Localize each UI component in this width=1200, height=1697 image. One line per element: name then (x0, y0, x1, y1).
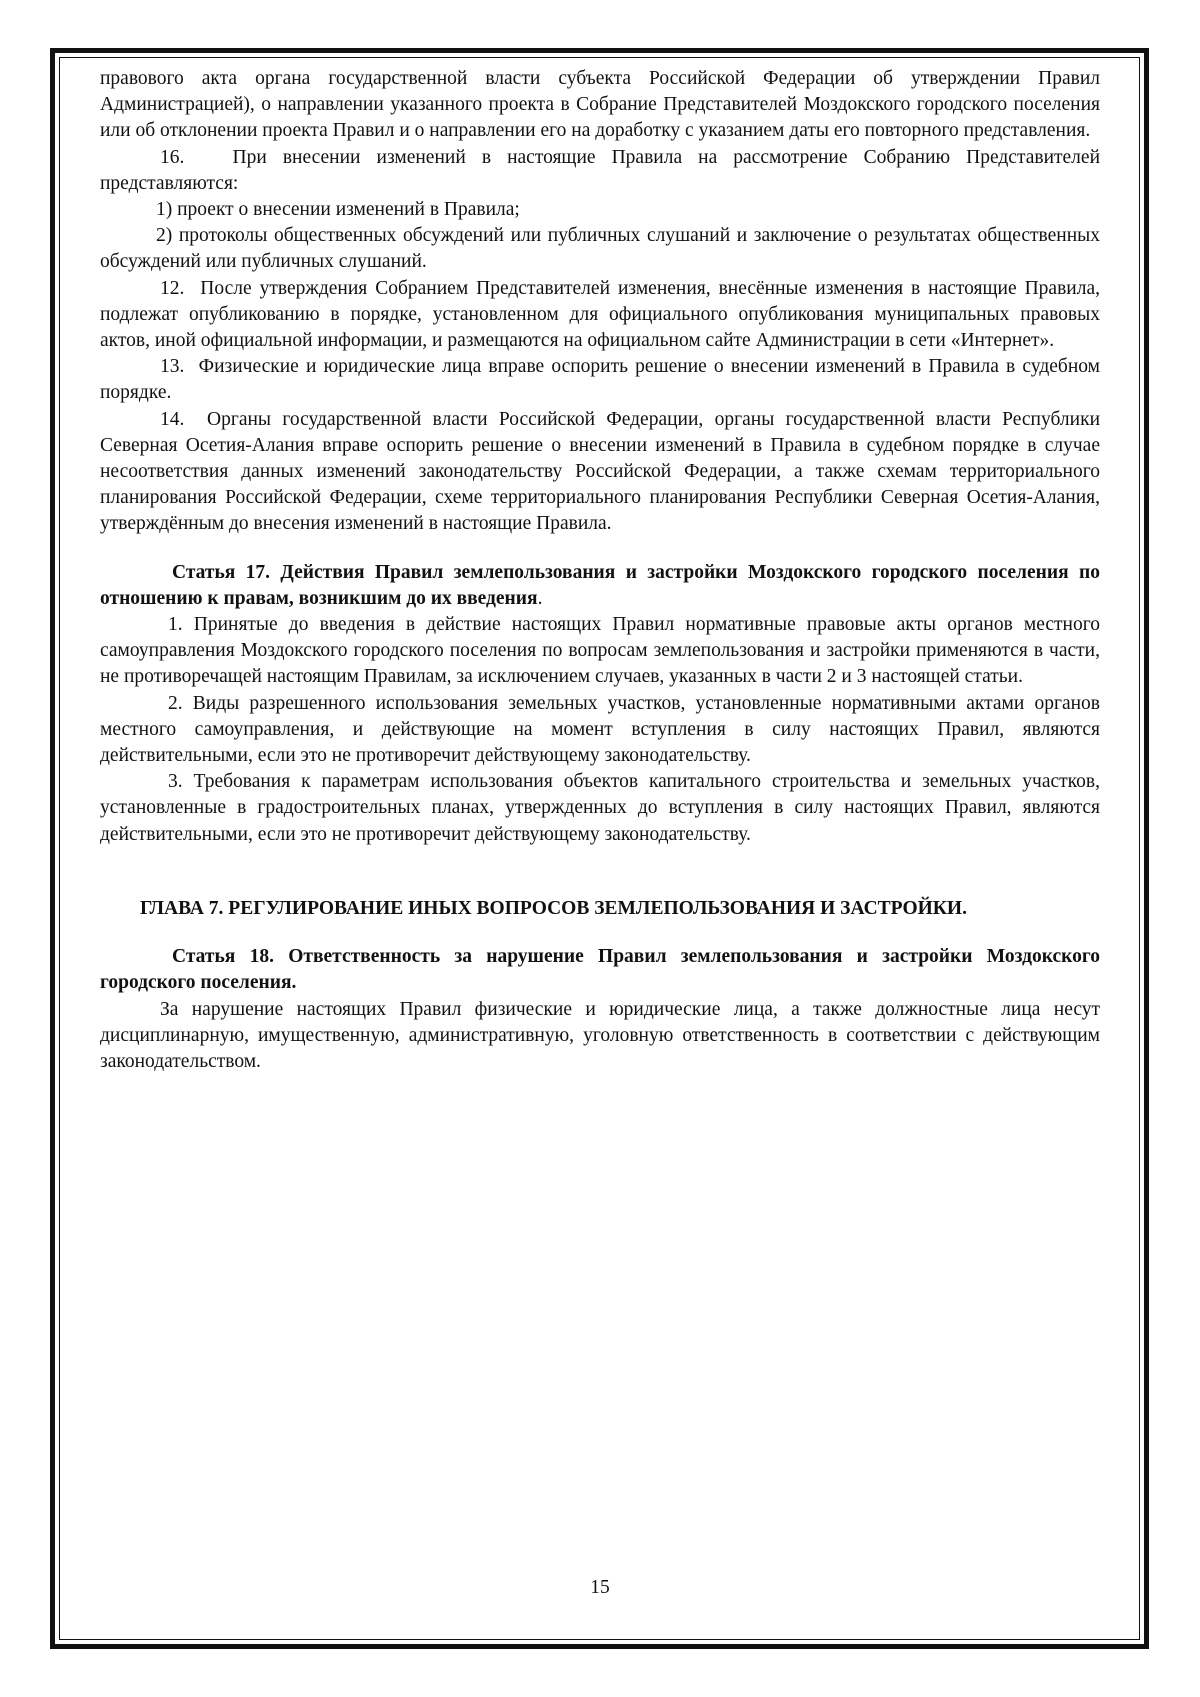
article-18-title: Статья 18. Ответственность за нарушение Правил землепользования и застройки Моздокского городского поселения. (100, 946, 1100, 994)
list-item-2: 2) протоколы общественных обсуждений или публичных слушаний и заключение о результатах общественных обсуждений или публичных слушаний. (100, 225, 1100, 273)
chapter-7-title: ГЛАВА 7. РЕГУЛИРОВАНИЕ ИНЫХ ВОПРОСОВ ЗЕМЛЕПОЛЬЗОВАНИЯ И ЗАСТРОЙКИ. (140, 897, 967, 919)
article-17-title-text: Статья 17. Действия Правил землепользования и застройки Моздокского городского поселения по отношению к правам, возникшим до их введения (100, 561, 1100, 609)
paragraph-item-14: 14. Органы государственной власти Российской Федерации, органы государственной власти Республики Северная Осетия-Алания вправе оспорить решение о внесении изменений в Правила в судебном порядке в случае несоответствия данных изменений законодательству Российской Федерации, а также схемам территориального планирования Российской Федерации, схеме территориального планирования Республики Северная Осетия-Алания, утверждённым до внесения изменений в настоящие Правила. (100, 408, 1100, 535)
list-item-1: 1) проект о внесении изменений в Правила; (156, 199, 520, 221)
article-18-text: За нарушение настоящих Правил физические и юридические лица, а также должностные лица несут дисциплинарную, имущественную, административную, уголовную ответственность в соответствии с действующим законодательством. (100, 998, 1100, 1072)
paragraph-item-13: 13. Физические и юридические лица вправе оспорить решение о внесении изменений в Правила в судебном порядке. (100, 356, 1100, 404)
article-17-item-3: 3. Требования к параметрам использования объектов капитального строительства и земельных участков, установленные в градостроительных планах, утвержденных до вступления в силу настоящих Правил, являются действительными, если это не противоречит действующему законодательству. (100, 771, 1100, 845)
paragraph-item-12: 12. После утверждения Собранием Представителей изменения, внесённые изменения в настоящие Правила, подлежат опубликованию в порядке, установленном для официального опубликования муниципальных правовых актов, иной официальной информации, и размещаются на официальном сайте Администрации в сети «Интернет». (100, 277, 1100, 352)
article-17-item-1: 1. Принятые до введения в действие настоящих Правил нормативные правовые акты органов местного самоуправления Моздокского городского поселения по вопросам землепользования и застройки применяются в части, не противоречащей настоящим Правилам, за исключением случаев, указанных в части 2 и 3 настоящей статьи. (100, 614, 1100, 688)
article-17-title-end: . (537, 587, 543, 609)
article-17-title (100, 560, 1100, 612)
paragraph-item-16: 16. При внесении изменений в настоящие Правила на рассмотрение Собранию Представителей представляются: (100, 146, 1100, 194)
paragraph-continuation: правового акта органа государственной власти субъекта Российской Федерации об утверждении Правил Администрацией), о направлении указанного проекта в Собрание Представителей Моздокского городского поселения или об отклонении проекта Правил и о направлении его на доработку с указанием даты его повторного представления. (100, 68, 1100, 142)
document-body (100, 66, 1100, 1075)
article-17-item-2: 2. Виды разрешенного использования земельных участков, установленные нормативными актами органов местного самоуправления, и действующие на момент вступления в силу настоящих Правил, являются действительными, если это не противоречит действующему законодательству. (100, 692, 1100, 767)
page-number: 15 (590, 1577, 610, 1598)
